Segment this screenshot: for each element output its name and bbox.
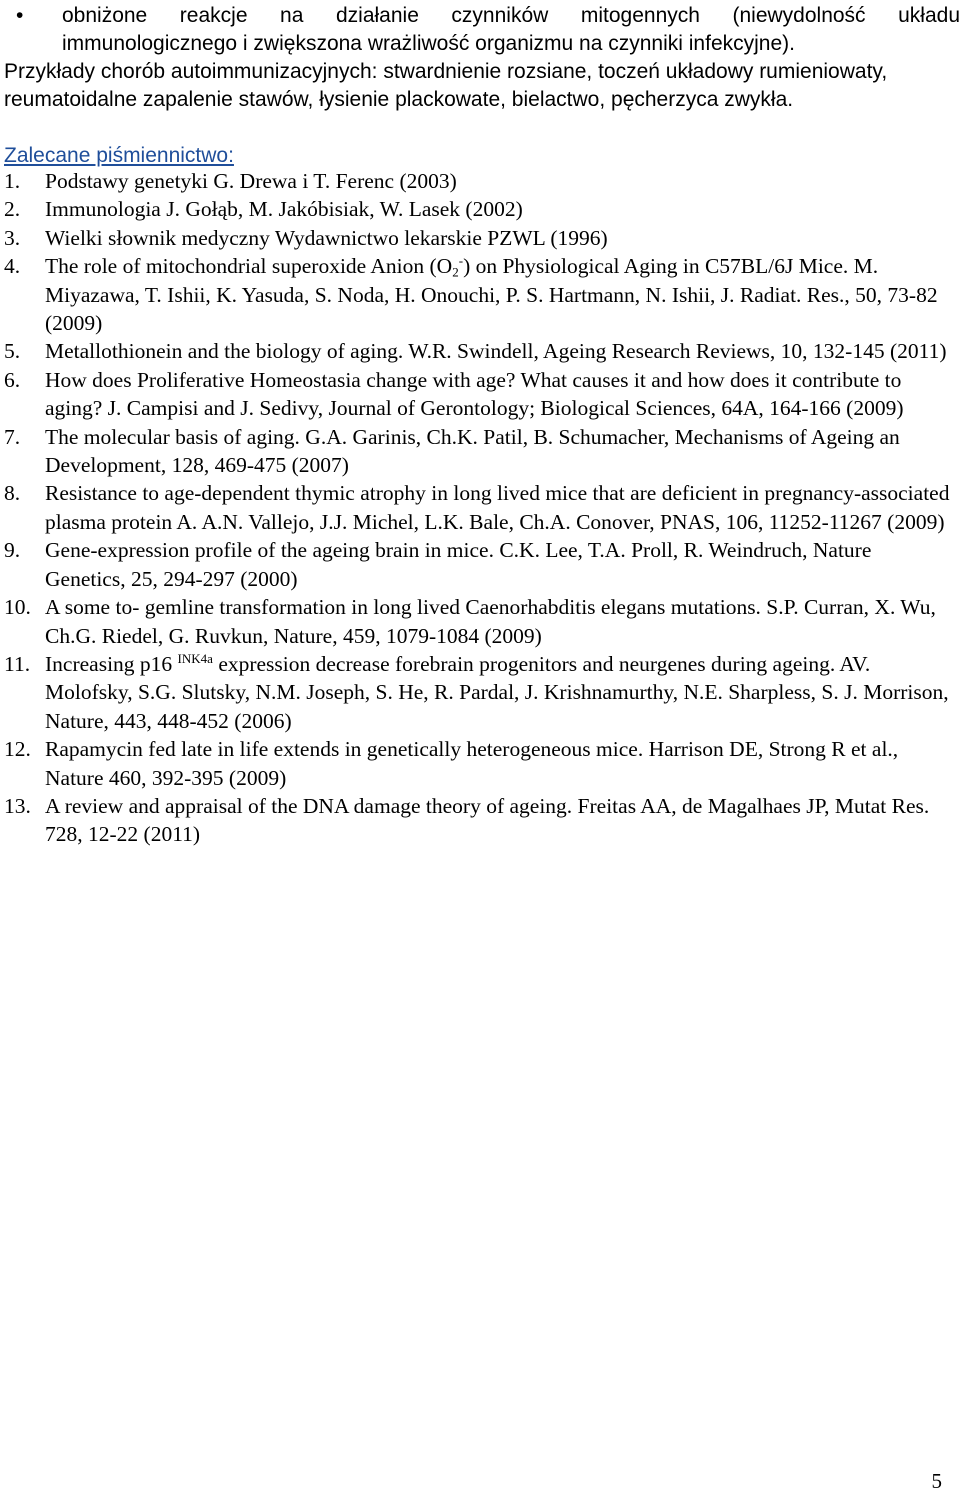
bullet-dot: •: [16, 4, 24, 27]
reference-text: How does Proliferative Homeostasia change with age? What causes it and how does it contribute to aging? J. Campisi and J. Sedivy, Journal of Gerontology; Biological Sciences, 64A, 164-166 (2009): [45, 367, 904, 421]
autoimmune-paragraph: [4, 58, 960, 114]
paragraph-line-1: Przykłady chorób autoimmunizacyjnych: stwardnienie rozsiane, toczeń układowy rumieniowaty,: [4, 60, 888, 83]
reference-text-end: expression decrease forebrain progenitors and neurgenes during ageing. AV. Molofsky, S.G. Slutsky, N.M. Joseph, S. He, R. Pardal, J. Krishnamurthy, N.E. Sharpless, S. J. Morrison, Nature, 443, 448-452 (2006): [45, 651, 949, 733]
bullet-item: [16, 2, 960, 58]
reference-number: 2.: [4, 197, 21, 222]
reference-number: 1.: [4, 169, 21, 193]
bullet-line-2: immunologicznego i zwiększona wrażliwość organizmu na czynniki infekcyjne).: [62, 32, 795, 55]
reference-item: [4, 366, 954, 423]
reference-superscript: INK4a: [177, 651, 213, 667]
reference-item: [4, 479, 954, 536]
reference-text: The molecular basis of aging. G.A. Garinis, Ch.K. Patil, B. Schumacher, Mechanisms of Ageing an Development, 128, 469-475 (2007): [45, 424, 900, 478]
reference-text: Wielki słownik medyczny Wydawnictwo lekarskie PZWL (1996): [45, 225, 608, 250]
reference-item: [4, 593, 954, 650]
reference-number: 13.: [4, 793, 31, 818]
reference-number: 12.: [4, 737, 31, 762]
reference-item: [4, 735, 954, 792]
reference-number: 10.: [4, 595, 31, 620]
reference-number: 9.: [4, 538, 21, 563]
bullet-line-1: obniżone reakcje na działanie czynników mitogennych (niewydolność układu: [62, 4, 960, 27]
reference-number: 4.: [4, 254, 21, 279]
reference-item: [4, 536, 954, 593]
reference-item: [4, 337, 954, 365]
reference-item: [4, 792, 954, 849]
reference-text: A review and appraisal of the DNA damage theory of ageing. Freitas AA, de Magalhaes JP, Mutat Res. 728, 12-22 (2011): [45, 793, 930, 847]
reference-number: 7.: [4, 424, 21, 449]
reference-item: [4, 650, 954, 735]
reference-text: Metallothionein and the biology of aging. W.R. Swindell, Ageing Research Reviews, 10, 132-145 (2011): [45, 339, 947, 364]
reference-text-start: Increasing p16: [45, 651, 178, 676]
reference-item: [4, 195, 954, 223]
paragraph-line-2: reumatoidalne zapalenie stawów, łysienie plackowate, bielactwo, pęcherzyca zwykła.: [4, 88, 794, 111]
reference-text: Rapamycin fed late in life extends in genetically heterogeneous mice. Harrison DE, Strong R et al., Nature 460, 392-395 (2009): [45, 737, 899, 790]
reference-item: [4, 167, 954, 195]
reference-number: 3.: [4, 225, 21, 250]
reference-text: Gene-expression profile of the ageing brain in mice. C.K. Lee, T.A. Proll, R. Weindruch, Nature Genetics, 25, 294-297 (2000): [45, 538, 872, 591]
reference-text: Immunologia J. Gołąb, M. Jakóbisiak, W. Lasek (2002): [45, 197, 523, 222]
reference-text: Resistance to age-dependent thymic atrophy in long lived mice that are deficient in pregnancy-associated plasma protein A. A.N. Vallejo, J.J. Michel, L.K. Bale, Ch.A. Conover, PNAS, 106, 11252-11267 (2009): [45, 481, 950, 534]
page-number: 5: [931, 1469, 942, 1493]
reference-item: [4, 224, 954, 252]
reference-item: [4, 252, 954, 337]
reference-text: Podstawy genetyki G. Drewa i T. Ferenc (2003): [45, 169, 457, 193]
reference-text: A some to- gemline transformation in long lived Caenorhabditis elegans mutations. S.P. Curran, X. Wu, Ch.G. Riedel, G. Ruvkun, Nature, 459, 1079-1084 (2009): [45, 595, 936, 648]
references-list: [4, 167, 954, 849]
reference-text-start: The role of mitochondrial superoxide Anion (O: [45, 254, 453, 279]
reference-number: 8.: [4, 481, 21, 506]
reference-item: [4, 423, 954, 480]
reference-number: 11.: [4, 651, 31, 676]
reference-number: 5.: [4, 339, 21, 364]
reference-superscript: -: [458, 253, 464, 269]
reference-number: 6.: [4, 367, 21, 392]
reference-subscript: 2: [452, 264, 459, 280]
references-heading: Zalecane piśmiennictwo:: [4, 144, 234, 167]
reference-text-end: ) on Physiological Aging in C57BL/6J Mice. M. Miyazawa, T. Ishii, K. Yasuda, S. Noda, H. Onouchi, P. S. Hartmann, N. Ishii, J. Radiat. Res., 50, 73-82 (2009): [45, 254, 938, 336]
